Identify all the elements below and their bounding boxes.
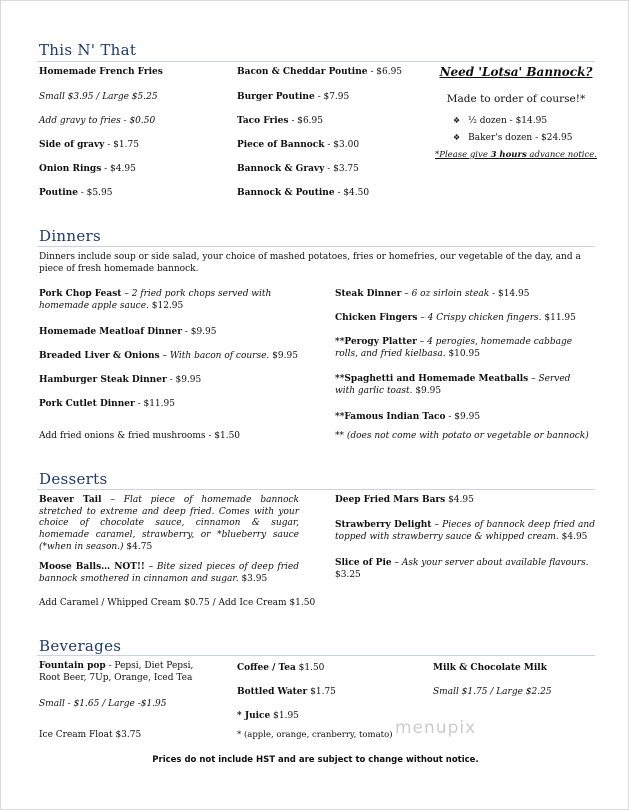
menu-item: Bannock & Poutine - $4.50 bbox=[237, 188, 370, 198]
bannock-options bbox=[453, 116, 601, 144]
section-divider bbox=[37, 489, 595, 490]
menu-item: Burger Poutine - $7.95 bbox=[237, 92, 350, 102]
menu-item: Bannock & Gravy - $3.75 bbox=[237, 164, 359, 174]
menu-item: Breaded Liver & Onions – With bacon of course. $9.95 bbox=[39, 351, 298, 361]
menu-item: Coffee / Tea $1.50 bbox=[237, 663, 325, 673]
menu-item: **Spaghetti and Homemade Meatballs – Served with garlic toast. $9.95 bbox=[335, 374, 571, 396]
menu-note: * (apple, orange, cranberry, tomato) bbox=[237, 730, 393, 740]
menu-note: ** (does not come with potato or vegetable or bannock) bbox=[335, 431, 589, 441]
menupix-watermark: menupix bbox=[395, 718, 477, 738]
menu-item: Steak Dinner – 6 oz sirloin steak - $14.95 bbox=[335, 289, 530, 299]
section-divider bbox=[37, 655, 595, 656]
footer-note: Prices do not include HST and are subject to change without notice. bbox=[152, 755, 479, 765]
bannock-option: ❖ Baker's dozen - $24.95 bbox=[453, 132, 573, 143]
menu-item: Taco Fries - $6.95 bbox=[237, 116, 323, 126]
menu-item: Pork Cutlet Dinner - $11.95 bbox=[39, 399, 175, 409]
menu-item-price: Small - $1.65 / Large -$1.95 bbox=[39, 699, 167, 709]
menu-item: Bacon & Cheddar Poutine - $6.95 bbox=[237, 67, 403, 77]
menu-item: Deep Fried Mars Bars $4.95 bbox=[335, 495, 474, 505]
menu-item: Poutine - $5.95 bbox=[39, 188, 113, 198]
bannock-title: Need 'Lotsa' Bannock? bbox=[439, 65, 593, 79]
menu-item: Pork Chop Feast – 2 fried pork chops served with homemade apple sauce. $12.95 bbox=[39, 289, 272, 311]
menu-item: Milk & Chocolate Milk bbox=[433, 663, 547, 673]
section-title-this-n-that: This N' That bbox=[39, 41, 137, 59]
menu-item: **Perogy Platter – 4 perogies, homemade cabbage rolls, and fried kielbasa. $10.95 bbox=[335, 337, 573, 359]
menu-item: Moose Balls… NOT!! – Bite sized pieces of deep fried bannock smothered in cinnamon and sugar. $3.95 bbox=[39, 562, 299, 584]
section-title-beverages: Beverages bbox=[39, 637, 122, 655]
menu-item: Homemade French Fries bbox=[39, 67, 163, 77]
diamond-bullet-icon: ❖ bbox=[453, 116, 461, 126]
menu-item: Fountain pop - Pepsi, Diet Pepsi, Root Beer, 7Up, Orange, Iced Tea bbox=[39, 661, 194, 683]
menu-item-price: Small $3.95 / Large $5.25 bbox=[39, 92, 158, 102]
section-divider bbox=[37, 246, 595, 247]
menu-item: Bottled Water $1.75 bbox=[237, 687, 336, 697]
menu-item: Homemade Meatloaf Dinner - $9.95 bbox=[39, 327, 217, 337]
menu-item: Piece of Bannock - $3.00 bbox=[237, 140, 360, 150]
menu-addon: Add fried onions & fried mushrooms - $1.50 bbox=[39, 431, 241, 441]
menu-item: Ice Cream Float $3.75 bbox=[39, 730, 142, 740]
menu-item: Chicken Fingers – 4 Crispy chicken fingers. $11.95 bbox=[335, 313, 576, 323]
menu-item-price: Small $1.75 / Large $2.25 bbox=[433, 687, 552, 697]
menu-item: Side of gravy - $1.75 bbox=[39, 140, 139, 150]
bannock-subtitle: Made to order of course!* bbox=[446, 92, 586, 105]
menu-item: Onion Rings - $4.95 bbox=[39, 164, 136, 174]
bannock-note: *Please give 3 hours advance notice. bbox=[434, 149, 598, 160]
section-divider bbox=[37, 61, 595, 62]
menu-addon: Add Caramel / Whipped Cream $0.75 / Add Ice Cream $1.50 bbox=[39, 598, 316, 608]
bannock-order-box bbox=[431, 65, 601, 161]
menu-item: **Famous Indian Taco - $9.95 bbox=[335, 412, 481, 422]
dinners-intro: Dinners include soup or side salad, your choice of mashed potatoes, fries or homefries, our vegetable of the day, and a piece of fresh homemade bannock. bbox=[39, 252, 581, 274]
section-title-desserts: Desserts bbox=[39, 470, 108, 488]
diamond-bullet-icon: ❖ bbox=[453, 132, 461, 142]
menu-item: * Juice $1.95 bbox=[237, 711, 299, 721]
menu-item: Hamburger Steak Dinner - $9.95 bbox=[39, 375, 202, 385]
bannock-option: ❖ ½ dozen - $14.95 bbox=[453, 116, 548, 127]
section-title-dinners: Dinners bbox=[39, 227, 101, 245]
menu-item: Strawberry Delight – Pieces of bannock deep fried and topped with strawberry sauce & whipped cream. $4.95 bbox=[335, 520, 595, 542]
menu-item: Beaver Tail – Flat piece of homemade bannock stretched to extreme and deep fried. Comes with your choice of chocolate sauce, cinnamon & sugar, homemade caramel, strawberry, or *blueberry sauce (*when in season.) $4.75 bbox=[39, 495, 299, 552]
menu-item-addon: Add gravy to fries - $0.50 bbox=[39, 116, 156, 126]
menu-item: Slice of Pie – Ask your server about available flavours. $3.25 bbox=[335, 558, 589, 580]
